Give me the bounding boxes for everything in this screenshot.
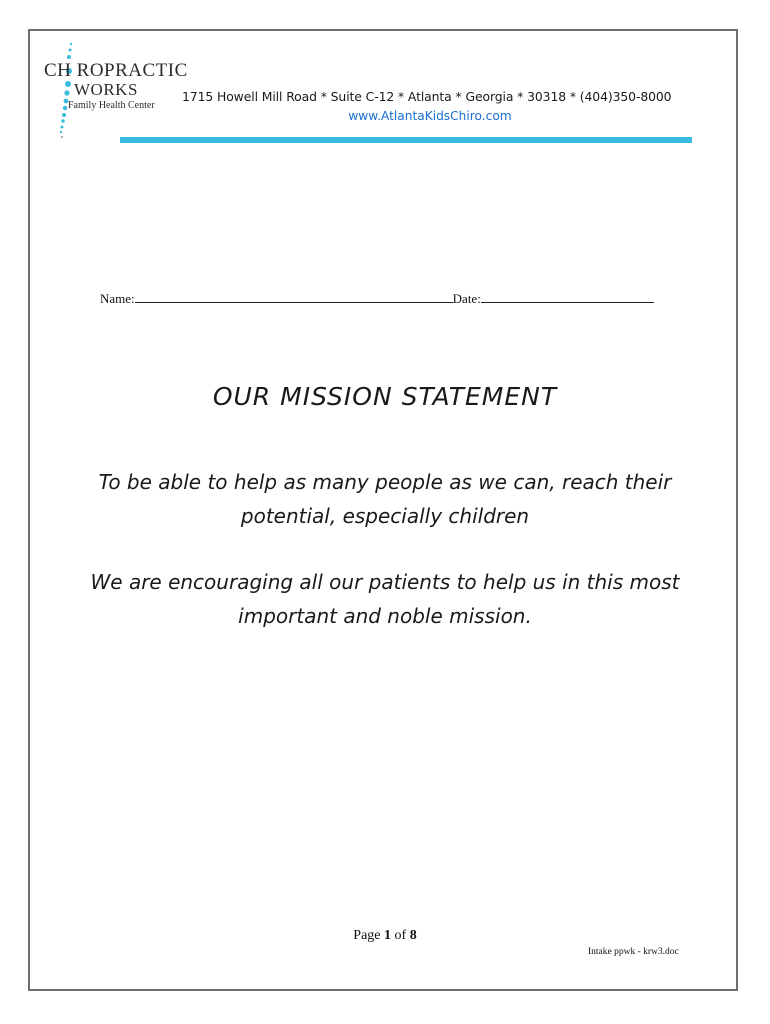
page-current: 1 xyxy=(384,928,392,943)
date-field[interactable] xyxy=(481,290,654,303)
header-divider xyxy=(120,137,692,143)
mission-paragraph-1: To be able to help as many people as we can, reach their potential, especially children xyxy=(98,470,672,528)
clinic-logo xyxy=(44,40,194,140)
logo-text-line1: CH ROPRACTIC xyxy=(44,60,188,81)
page-of: of xyxy=(391,928,410,943)
mission-paragraph-2: We are encouraging all our patients to help us in this most important and noble mission. xyxy=(90,570,680,628)
name-date-line xyxy=(100,290,654,307)
date-label: Date: xyxy=(452,291,481,306)
page-prefix: Page xyxy=(353,928,385,943)
name-label: Name: xyxy=(100,291,135,306)
page-total: 8 xyxy=(409,928,417,943)
page-number xyxy=(0,928,770,944)
clinic-address: 1715 Howell Mill Road * Suite C-12 * Atlanta * Georgia * 30318 * (404)350-8000 xyxy=(182,89,672,104)
website-link[interactable]: www.AtlantaKidsChiro.com xyxy=(348,109,512,123)
mission-title: OUR MISSION STATEMENT xyxy=(212,382,558,411)
document-reference: Intake ppwk - krw3.doc xyxy=(588,947,679,957)
name-field[interactable] xyxy=(135,290,453,303)
logo-text-line2: WORKS xyxy=(74,80,138,99)
logo-text-line3: Family Health Center xyxy=(68,100,155,111)
